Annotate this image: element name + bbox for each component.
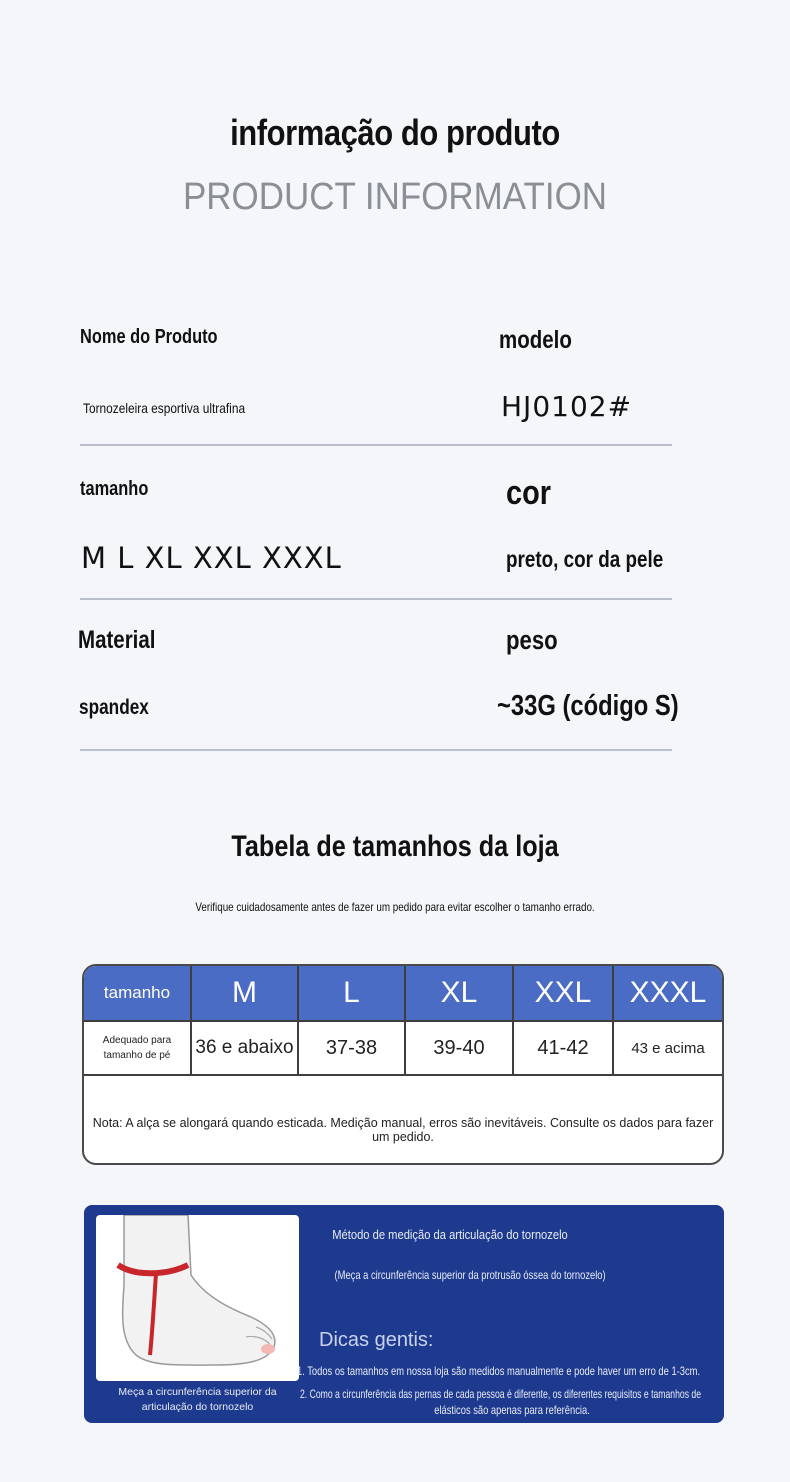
model-label: modelo — [499, 326, 572, 354]
method-subtitle: (Meça a circunferência superior da protrusão óssea do tornozelo) — [334, 1268, 606, 1282]
foot-icon — [96, 1215, 299, 1381]
material-label: Material — [78, 626, 156, 654]
header-cell: XXXL — [629, 976, 707, 1009]
name-label: Nome do Produto — [80, 326, 218, 348]
table-cell: 36 e abaixo — [192, 1022, 299, 1074]
table-cell: 37-38 — [299, 1022, 406, 1074]
size-label: tamanho — [80, 478, 149, 500]
header-cell: XXL — [514, 966, 614, 1020]
image-caption: Meça a circunferência superior da articulação do tornozelo — [118, 1386, 277, 1413]
tip-item — [300, 1386, 724, 1418]
size-table-subtitle: Verifique cuidadosamente antes de fazer um pedido para evitar escolher o tamanho errado. — [195, 900, 595, 914]
method-title: Método de medição da articulação do tornozelo — [332, 1227, 568, 1242]
tip-line: elásticos são apenas para referência. — [434, 1403, 590, 1417]
table-cell: 39-40 — [406, 1022, 514, 1074]
size-table — [82, 964, 724, 1165]
measurement-guide — [84, 1205, 724, 1423]
name-value: Tornozeleira esportiva ultrafina — [83, 400, 246, 416]
material-value: spandex — [79, 696, 149, 719]
color-value: preto, cor da pele — [506, 546, 664, 572]
size-value: M L XL XXL XXXL — [81, 541, 342, 575]
tip-item: 1. Todos os tamanhos em nossa loja são medidos manualmente e pode haver um erro de 1-3cm. — [297, 1364, 701, 1378]
divider — [80, 749, 672, 751]
page-subtitle: PRODUCT INFORMATION — [182, 176, 608, 218]
table-cell: Adequado para tamanho de pé — [84, 1022, 192, 1074]
weight-label: peso — [506, 625, 558, 655]
model-value: HJ0102# — [501, 390, 633, 423]
size-table-note: Nota: A alça se alongará quando esticada. Medição manual, erros são inevitáveis. Consulte os dados para fazer um pedido. — [92, 1116, 714, 1144]
color-label: cor — [506, 474, 551, 512]
table-cell: 43 e acima — [631, 1039, 705, 1057]
table-row — [84, 1020, 722, 1076]
weight-value: ~33G (código S) — [497, 690, 679, 722]
header-cell: tamanho — [84, 966, 192, 1020]
header-cell: L — [299, 966, 406, 1020]
divider — [80, 598, 672, 600]
header-cell: M — [192, 966, 299, 1020]
divider — [80, 444, 672, 446]
tip-line: 2. Como a circunferência das pernas de cada pessoa é diferente, os diferentes requisitos e tamanhos de — [300, 1387, 702, 1401]
header-cell: XL — [406, 966, 514, 1020]
foot-illustration — [96, 1215, 299, 1381]
page-title: informação do produto — [230, 112, 560, 153]
table-cell: 41-42 — [514, 1022, 614, 1074]
size-table-title: Tabela de tamanhos da loja — [231, 830, 559, 863]
size-table-header — [84, 966, 722, 1020]
tips-title: Dicas gentis: — [319, 1329, 434, 1351]
